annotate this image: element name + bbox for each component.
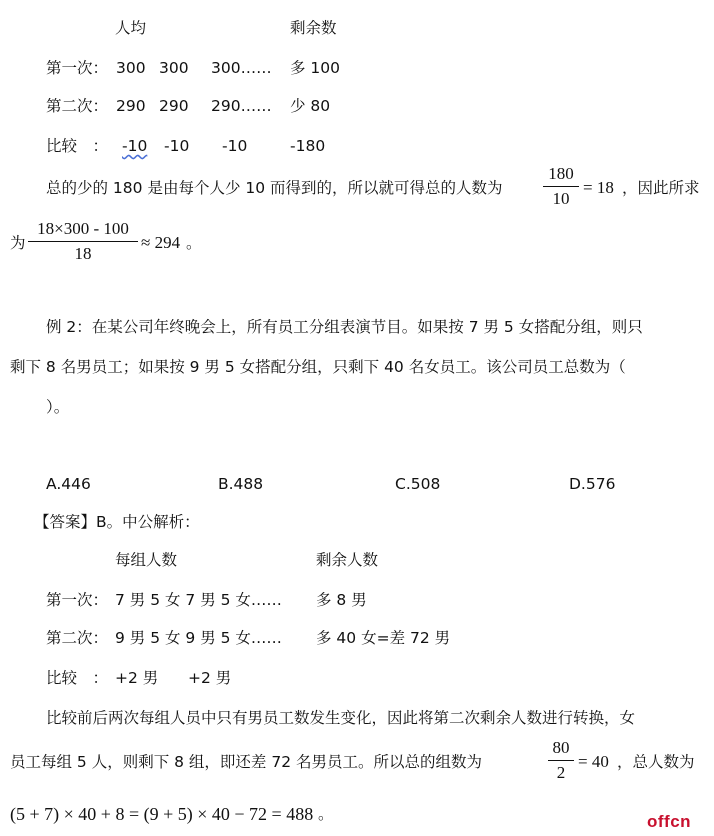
ex2-row2-label: 第二次： [46,629,109,647]
ex2-row3-v2: +2 男 [188,669,232,687]
ex2-line1: 例 2：在某公司年终晚会上，所有员工分组表演节目。如果按 7 男 5 女搭配分组，则只 [46,318,643,336]
ex2-row2-groups: 9 男 5 女 9 男 5 女…… [115,629,282,647]
ex1-row3-rem: -180 [290,137,326,155]
ex1-frac2-num: 18×300 - 100 [37,219,129,238]
ex1-row2-v2: 290 [159,97,189,115]
ex2-para1: 比较前后两次每组人员中只有男员工数发生变化，因此将第二次剩余人数进行转换，女 [46,709,636,727]
ex1-row2-v3: 290…… [211,97,272,115]
ex2-header-remainder: 剩余人数 [316,551,379,569]
ex1-prefix-wei: 为 [10,234,26,252]
ex2-final-equation: (5 + 7) × 40 + 8 = (9 + 5) × 40 − 72 = 488 [10,804,314,824]
ex2-option-a: A.446 [46,475,91,493]
ex1-frac2-den: 18 [74,244,92,263]
ex2-frac-80-2 [548,737,574,784]
ex1-row2-label: 第二次： [46,97,109,115]
ex1-row1-v1: 300 [116,59,146,77]
ex1-end-period: 。 [186,234,202,252]
ex1-frac-main [28,218,138,265]
ex1-row2-v1: 290 [116,97,146,115]
ex2-para2-before: 员工每组 5 人，则剩下 8 组，即还差 72 名男员工。所以总的组数为 [10,753,483,771]
ex2-frac3-result: = 40 [578,752,609,771]
ex1-row3-v1: -10 [122,137,148,155]
ex1-frac1-bar [543,186,579,187]
ex2-row3-v1: +2 男 [115,669,159,687]
ex1-header-remainder: 剩余数 [290,19,337,37]
ex1-row3-v3: -10 [222,137,248,155]
ex2-option-c: C.508 [395,475,441,493]
ex1-frac1-result: = 18 [583,178,614,197]
ex1-sentence-before: 总的少的 180 是由每个人少 10 而得到的，所以就可得总的人数为 [46,179,503,197]
ex1-row1-rem: 多 100 [290,59,341,77]
ex2-header-group: 每组人数 [115,551,178,569]
ex2-line3: ）。 [46,398,70,416]
ex1-frac1-num: 180 [548,164,574,183]
ex2-row1-groups: 7 男 5 女 7 男 5 女…… [115,591,282,609]
ex1-row2-rem: 少 80 [290,97,331,115]
ex2-final-period: 。 [318,805,334,823]
ex1-row1-label: 第一次： [46,59,109,77]
ex1-header-per-person: 人均 [115,19,147,37]
ex1-sentence-after: ，因此所求 [622,179,700,197]
ex2-row1-rem: 多 8 男 [316,591,367,609]
ex1-row3-label: 比较 ： [46,137,109,155]
ex2-option-b: B.488 [218,475,264,493]
ex2-answer: 【答案】B。中公解析： [34,513,200,531]
ex1-frac2-result: ≈ 294 [141,233,181,252]
ex2-line2: 剩下 8 名男员工；如果按 9 男 5 女搭配分组，只剩下 40 名女员工。该公司员工总数为（ [10,358,626,376]
ex1-row1-v3: 300…… [211,59,272,77]
ex2-row3-label: 比较 ： [46,669,109,687]
ex2-frac3-bar [548,760,574,761]
ex2-para2-after: ，总人数为 [617,753,695,771]
ex1-frac-180-10 [543,163,579,210]
ex2-option-d: D.576 [569,475,616,493]
ex2-frac3-num: 80 [552,738,570,757]
ex1-frac1-den: 10 [552,189,570,208]
ex1-frac2-bar [28,241,138,242]
ex1-row3-v2: -10 [164,137,190,155]
ex1-row1-v2: 300 [159,59,189,77]
ex2-row2-rem: 多 40 女=差 72 男 [316,629,451,647]
ex2-frac3-den: 2 [556,763,566,782]
ex2-row1-label: 第一次： [46,591,109,609]
offcn-watermark: offcn [647,812,692,831]
